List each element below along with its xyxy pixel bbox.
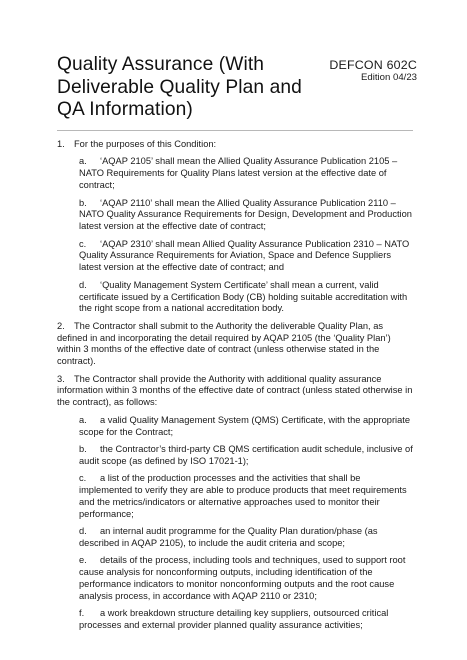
subclause-letter: a. — [79, 156, 87, 167]
subclause-1d — [57, 280, 414, 315]
subclause-letter: f. — [79, 608, 85, 619]
subclause-3f — [57, 608, 414, 632]
clause-2 — [57, 321, 414, 368]
subclause-letter: b. — [79, 197, 87, 208]
subclause-text: ‘AQAP 2110’ shall mean the Allied Quality Assurance Publication 2110 – NATO Quality Assurance Requirements for Design, Development and Production latest version at the effective date of contract; — [79, 197, 412, 232]
subclause-letter: a. — [79, 414, 87, 425]
defcon-code: DEFCON 602C — [329, 58, 417, 72]
subclause-text: ‘AQAP 2105’ shall mean the Allied Quality Assurance Publication 2105 – NATO Requirements for Quality Plans latest version at the effective date of contract; — [79, 156, 398, 191]
defcon-block — [329, 58, 417, 84]
subclause-3e — [57, 555, 414, 602]
subclause-3d — [57, 526, 414, 550]
subclause-text: a valid Quality Management System (QMS) Certificate, with the appropriate scope for the Contract; — [79, 414, 411, 437]
edition-label: Edition 04/23 — [360, 72, 417, 83]
clause-text: For the purposes of this Condition: — [74, 139, 217, 149]
subclause-3b — [57, 444, 414, 468]
subclause-letter: e. — [79, 555, 87, 566]
clause-3 — [57, 374, 414, 409]
clause-number: 1. — [57, 139, 65, 149]
subclause-text: details of the process, including tools and techniques, used to support root cause analysis for nonconforming outputs, including identification of the performance indicators to monitor nonconforming outputs and the root cause analysis process, in accordance with AQAP 2110 or 2310; — [79, 555, 406, 601]
subclause-text: a list of the production processes and the activities that shall be implemented to verify they are able to produce products that meet requirements and the metrics/indicators or alternative approaches used to monitor their performance; — [79, 473, 407, 519]
subclause-text: ‘Quality Management System Certificate’ shall mean a current, valid certificate issued by a Certification Body (CB) holding suitable accreditation with the right scope from a national accreditation body. — [79, 279, 408, 314]
clause-text: The Contractor shall provide the Authority with additional quality assurance information within 3 months of the effective date of contract (unless stated otherwise in the contract), as follows: — [57, 373, 413, 408]
subclause-letter: d. — [79, 279, 87, 290]
subclause-letter: d. — [79, 526, 87, 537]
subclause-text: ‘AQAP 2310’ shall mean Allied Quality Assurance Publication 2310 – NATO Quality Assurance Requirements for Aviation, Space and Defence Suppliers latest version at the effective date of contract; and — [79, 238, 410, 273]
subclause-1c — [57, 239, 414, 274]
subclause-3a — [57, 415, 414, 439]
clause-number: 2. — [57, 320, 65, 331]
subclause-letter: b. — [79, 444, 87, 455]
subclause-letter: c. — [79, 473, 87, 484]
clause-text: The Contractor shall submit to the Authority the deliverable Quality Plan, as defined in and incorporating the detail required by AQAP 2105 (the ‘Quality Plan’) within 3 months of the effective date of contract (unless otherwise stated in the contract). — [57, 320, 391, 367]
subclause-3c — [57, 473, 414, 520]
subclause-text: a work breakdown structure detailing key suppliers, outsourced critical processes and external provider planned quality assurance activities; — [79, 608, 389, 631]
document-body — [57, 139, 414, 638]
subclause-text: the Contractor’s third-party CB QMS certification audit schedule, inclusive of audit scope (as defined by ISO 17021-1); — [79, 444, 413, 466]
clause-number: 3. — [57, 373, 65, 384]
document-header — [57, 54, 417, 134]
clause-1 — [57, 139, 414, 151]
header-divider — [57, 130, 413, 131]
document-title: Quality Assurance (With Deliverable Quality Plan and QA Information) — [57, 54, 302, 120]
subclause-letter: c. — [79, 238, 87, 249]
subclause-text: an internal audit programme for the Quality Plan duration/phase (as described in AQAP 2105), to include the audit criteria and scope; — [79, 526, 378, 548]
subclause-1b — [57, 198, 414, 233]
subclause-1a — [57, 156, 414, 191]
